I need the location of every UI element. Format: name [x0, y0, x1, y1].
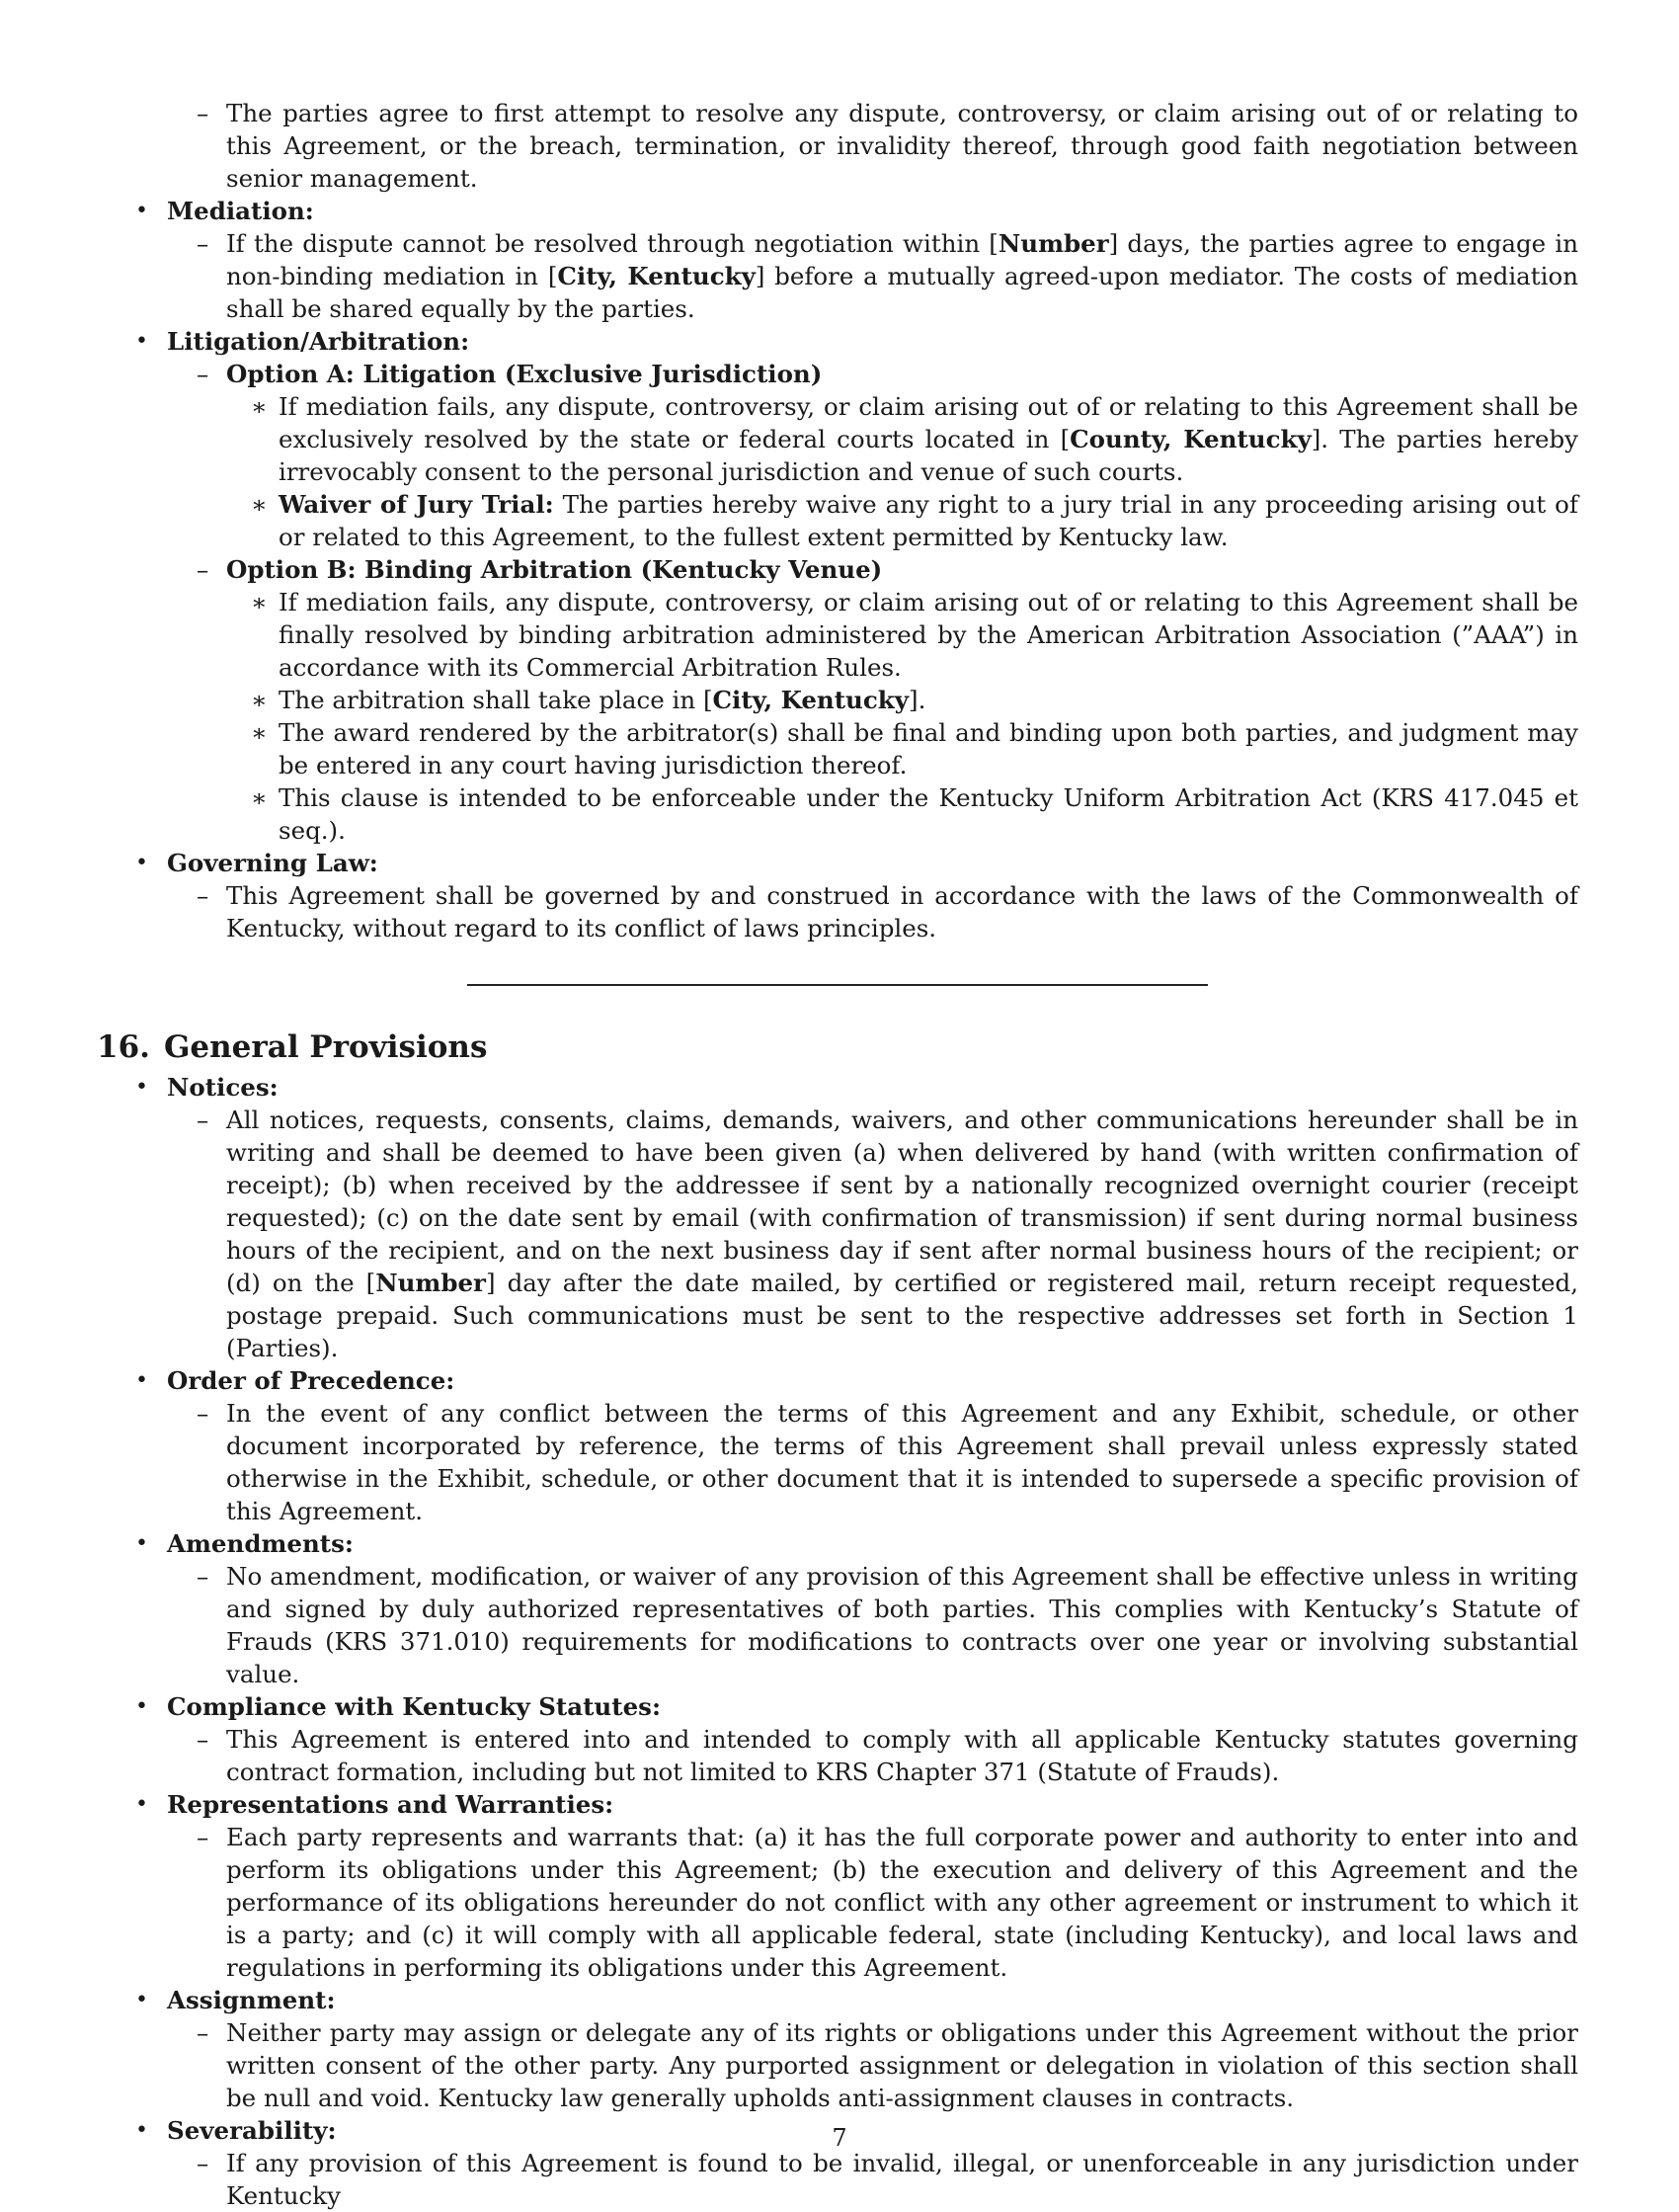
option-b-item-1 [97, 586, 1578, 684]
option-a-heading-item [97, 358, 1578, 390]
option-b-item-2-text-b: ]. [909, 686, 926, 714]
dash-marker: – [197, 1562, 209, 1591]
jury-waiver-label: Waiver of Jury Trial: [279, 490, 554, 519]
compliance-heading-item [97, 1690, 1578, 1723]
compliance-heading: Compliance with Kentucky Statutes: [167, 1692, 661, 1721]
county-placeholder: County, Kentucky [1070, 425, 1312, 453]
section-title-text: General Provisions [163, 1029, 488, 1065]
compliance-item [97, 1723, 1578, 1788]
page-content [97, 97, 1578, 2212]
mediation-city-placeholder: City, Kentucky [557, 262, 756, 290]
bullet-marker: • [135, 2118, 148, 2143]
option-a-item-1-text-b: ]. The parties hereby irrevocably consent to the personal jurisdiction and venue of such courts. [279, 425, 1578, 486]
litigation-heading-item [97, 325, 1578, 358]
negotiation-item [97, 97, 1578, 195]
jury-waiver-text: The parties hereby waive any right to a jury trial in any proceeding arising out of or related to this Agreement, to the fullest extent permitted by Kentucky law. [279, 490, 1578, 551]
precedence-text: In the event of any conflict between the terms of this Agreement and any Exhibit, schedule, or other document incorporated by reference, the terms of this Agreement shall prevail unless expressly stated otherwise in the Exhibit, schedule, or other document that it is intended to supersede a specific provision of this Agreement. [226, 1399, 1578, 1525]
option-b-item-3-text: The award rendered by the arbitrator(s) shall be final and binding upon both parties, and judgment may be entered in any court having jurisdiction thereof. [279, 718, 1578, 779]
option-b-item-1-text: If mediation fails, any dispute, controversy, or claim arising out of or relating to this Agreement shall be finally resolved by binding arbitration administered by the American Arbitration Association (”AAA”) in accordance with its Commercial Arbitration Rules. [279, 588, 1578, 682]
star-marker: ∗ [251, 686, 268, 714]
dash-marker: – [197, 360, 209, 388]
compliance-text: This Agreement is entered into and intended to comply with all applicable Kentucky statutes governing contract formation, including but not limited to KRS Chapter 371 (Statute of Frauds). [226, 1725, 1578, 1786]
bullet-marker: • [135, 851, 148, 875]
bullet-marker: • [135, 1988, 148, 2012]
bullet-marker: • [135, 1531, 148, 1556]
arbitration-city-placeholder: City, Kentucky [712, 686, 910, 714]
amendments-heading-item [97, 1527, 1578, 1560]
section-16-title [97, 1027, 1578, 1067]
option-a-heading: Option A: Litigation (Exclusive Jurisdiction) [226, 360, 823, 388]
assignment-text: Neither party may assign or delegate any of its rights or obligations under this Agreement without the prior written consent of the other party. Any purported assignment or delegation in violation of this section shall be null and void. Kentucky law generally upholds anti-assignment clauses in contracts. [226, 2018, 1578, 2112]
dash-marker: – [197, 1823, 209, 1851]
option-b-item-2 [97, 684, 1578, 716]
bullet-marker: • [135, 1368, 148, 1393]
star-marker: ∗ [251, 718, 268, 747]
mediation-text-c: ] before a mutually agreed-upon mediator. The costs of mediation shall be shared equally by the parties. [226, 262, 1578, 323]
representations-heading: Representations and Warranties: [167, 1790, 614, 1819]
mediation-heading: Mediation: [167, 197, 314, 225]
negotiation-text: The parties agree to first attempt to resolve any dispute, controversy, or claim arising out of or relating to this Agreement, or the breach, termination, or invalidity thereof, through good faith negotiation between senior management. [226, 99, 1578, 193]
page-number: 7 [832, 2124, 847, 2152]
severability-text: If any provision of this Agreement is found to be invalid, illegal, or unenforceable in any jurisdiction under Kentucky [226, 2149, 1578, 2210]
dash-marker: – [197, 2018, 209, 2047]
bullet-marker: • [135, 329, 148, 354]
section-number: 16. [97, 1029, 150, 1065]
litigation-heading: Litigation/Arbitration: [167, 327, 470, 356]
star-marker: ∗ [251, 588, 268, 616]
star-marker: ∗ [251, 490, 268, 519]
dash-marker: – [197, 555, 209, 584]
mediation-days-placeholder: Number [998, 229, 1109, 258]
severability-item [97, 2147, 1578, 2212]
assignment-heading: Assignment: [167, 1986, 336, 2014]
precedence-item [97, 1397, 1578, 1527]
notices-number-placeholder: Number [375, 1269, 486, 1297]
dash-marker: – [197, 1106, 209, 1134]
notices-text-b: ] day after the date mailed, by certified or registered mail, return receipt requested, postage prepaid. Such communications must be sent to the respective addresses set forth in Section 1 (Parties). [226, 1269, 1579, 1362]
dash-marker: – [197, 881, 209, 910]
governing-law-item [97, 879, 1578, 944]
option-a-item-1 [97, 390, 1578, 488]
section-divider [467, 984, 1208, 986]
star-marker: ∗ [251, 783, 268, 812]
option-b-item-2-text-a: The arbitration shall take place in [ [279, 686, 713, 714]
notices-heading-item [97, 1071, 1578, 1104]
dash-marker: – [197, 1725, 209, 1754]
mediation-heading-item [97, 195, 1578, 227]
option-b-item-4 [97, 781, 1578, 847]
option-b-heading-item [97, 553, 1578, 586]
governing-law-text: This Agreement shall be governed by and construed in accordance with the laws of the Commonwealth of Kentucky, without regard to its conflict of laws principles. [226, 881, 1578, 942]
option-b-item-3 [97, 716, 1578, 781]
precedence-heading-item [97, 1364, 1578, 1397]
star-marker: ∗ [251, 392, 268, 421]
representations-text: Each party represents and warrants that: (a) it has the full corporate power and authority to enter into and perform its obligations under this Agreement; (b) the execution and delivery of this Agreement and the performance of its obligations hereunder do not conflict with any other agreement or instrument to which it is a party; and (c) it will comply with all applicable federal, state (including Kentucky), and local laws and regulations in performing its obligations under this Agreement. [226, 1823, 1578, 1982]
amendments-item [97, 1560, 1578, 1690]
bullet-marker: • [135, 1694, 148, 1719]
bullet-marker: • [135, 1792, 148, 1817]
assignment-item [97, 2016, 1578, 2114]
representations-heading-item [97, 1788, 1578, 1821]
amendments-text: No amendment, modification, or waiver of any provision of this Agreement shall be effective unless in writing and signed by duly authorized representatives of both parties. This complies with Kentucky’s Statute of Frauds (KRS 371.010) requirements for modifications to contracts over one year or involving substantial value. [226, 1562, 1578, 1688]
dash-marker: – [197, 1399, 209, 1428]
dash-marker: – [197, 229, 209, 258]
bullet-marker: • [135, 199, 148, 223]
option-a-item-1-text-a: If mediation fails, any dispute, controversy, or claim arising out of or relating to this Agreement shall be exclusively resolved by the state or federal courts located in [ [279, 392, 1578, 453]
notices-heading: Notices: [167, 1073, 279, 1102]
option-a-item-2 [97, 488, 1578, 553]
severability-heading: Severability: [167, 2116, 337, 2145]
notices-item [97, 1104, 1578, 1364]
governing-law-heading-item [97, 847, 1578, 879]
dash-marker: – [197, 99, 209, 127]
mediation-text-b: ] days, the parties agree to engage in non-binding mediation in [ [226, 229, 1579, 290]
governing-law-heading: Governing Law: [167, 849, 378, 877]
option-b-heading: Option B: Binding Arbitration (Kentucky Venue) [226, 555, 883, 584]
mediation-text-a: If the dispute cannot be resolved through negotiation within [ [226, 229, 999, 258]
amendments-heading: Amendments: [167, 1529, 354, 1558]
assignment-heading-item [97, 1984, 1578, 2016]
notices-text-a: All notices, requests, consents, claims, demands, waivers, and other communications hereunder shall be in writing and shall be deemed to have been given (a) when delivered by hand (with written confirmation of receipt); (b) when received by the addressee if sent by a nationally recognized overnight courier (receipt requested); (c) on the date sent by email (with confirmation of transmission) if sent during normal business hours of the recipient, and on the next business day if sent after normal business hours of the recipient; or (d) on the [ [226, 1106, 1578, 1297]
option-b-item-4-text: This clause is intended to be enforceable under the Kentucky Uniform Arbitration Act (KRS 417.045 et seq.). [279, 783, 1578, 845]
precedence-heading: Order of Precedence: [167, 1366, 455, 1395]
representations-item [97, 1821, 1578, 1984]
dash-marker: – [197, 2149, 209, 2177]
mediation-item [97, 227, 1578, 325]
bullet-marker: • [135, 1075, 148, 1100]
